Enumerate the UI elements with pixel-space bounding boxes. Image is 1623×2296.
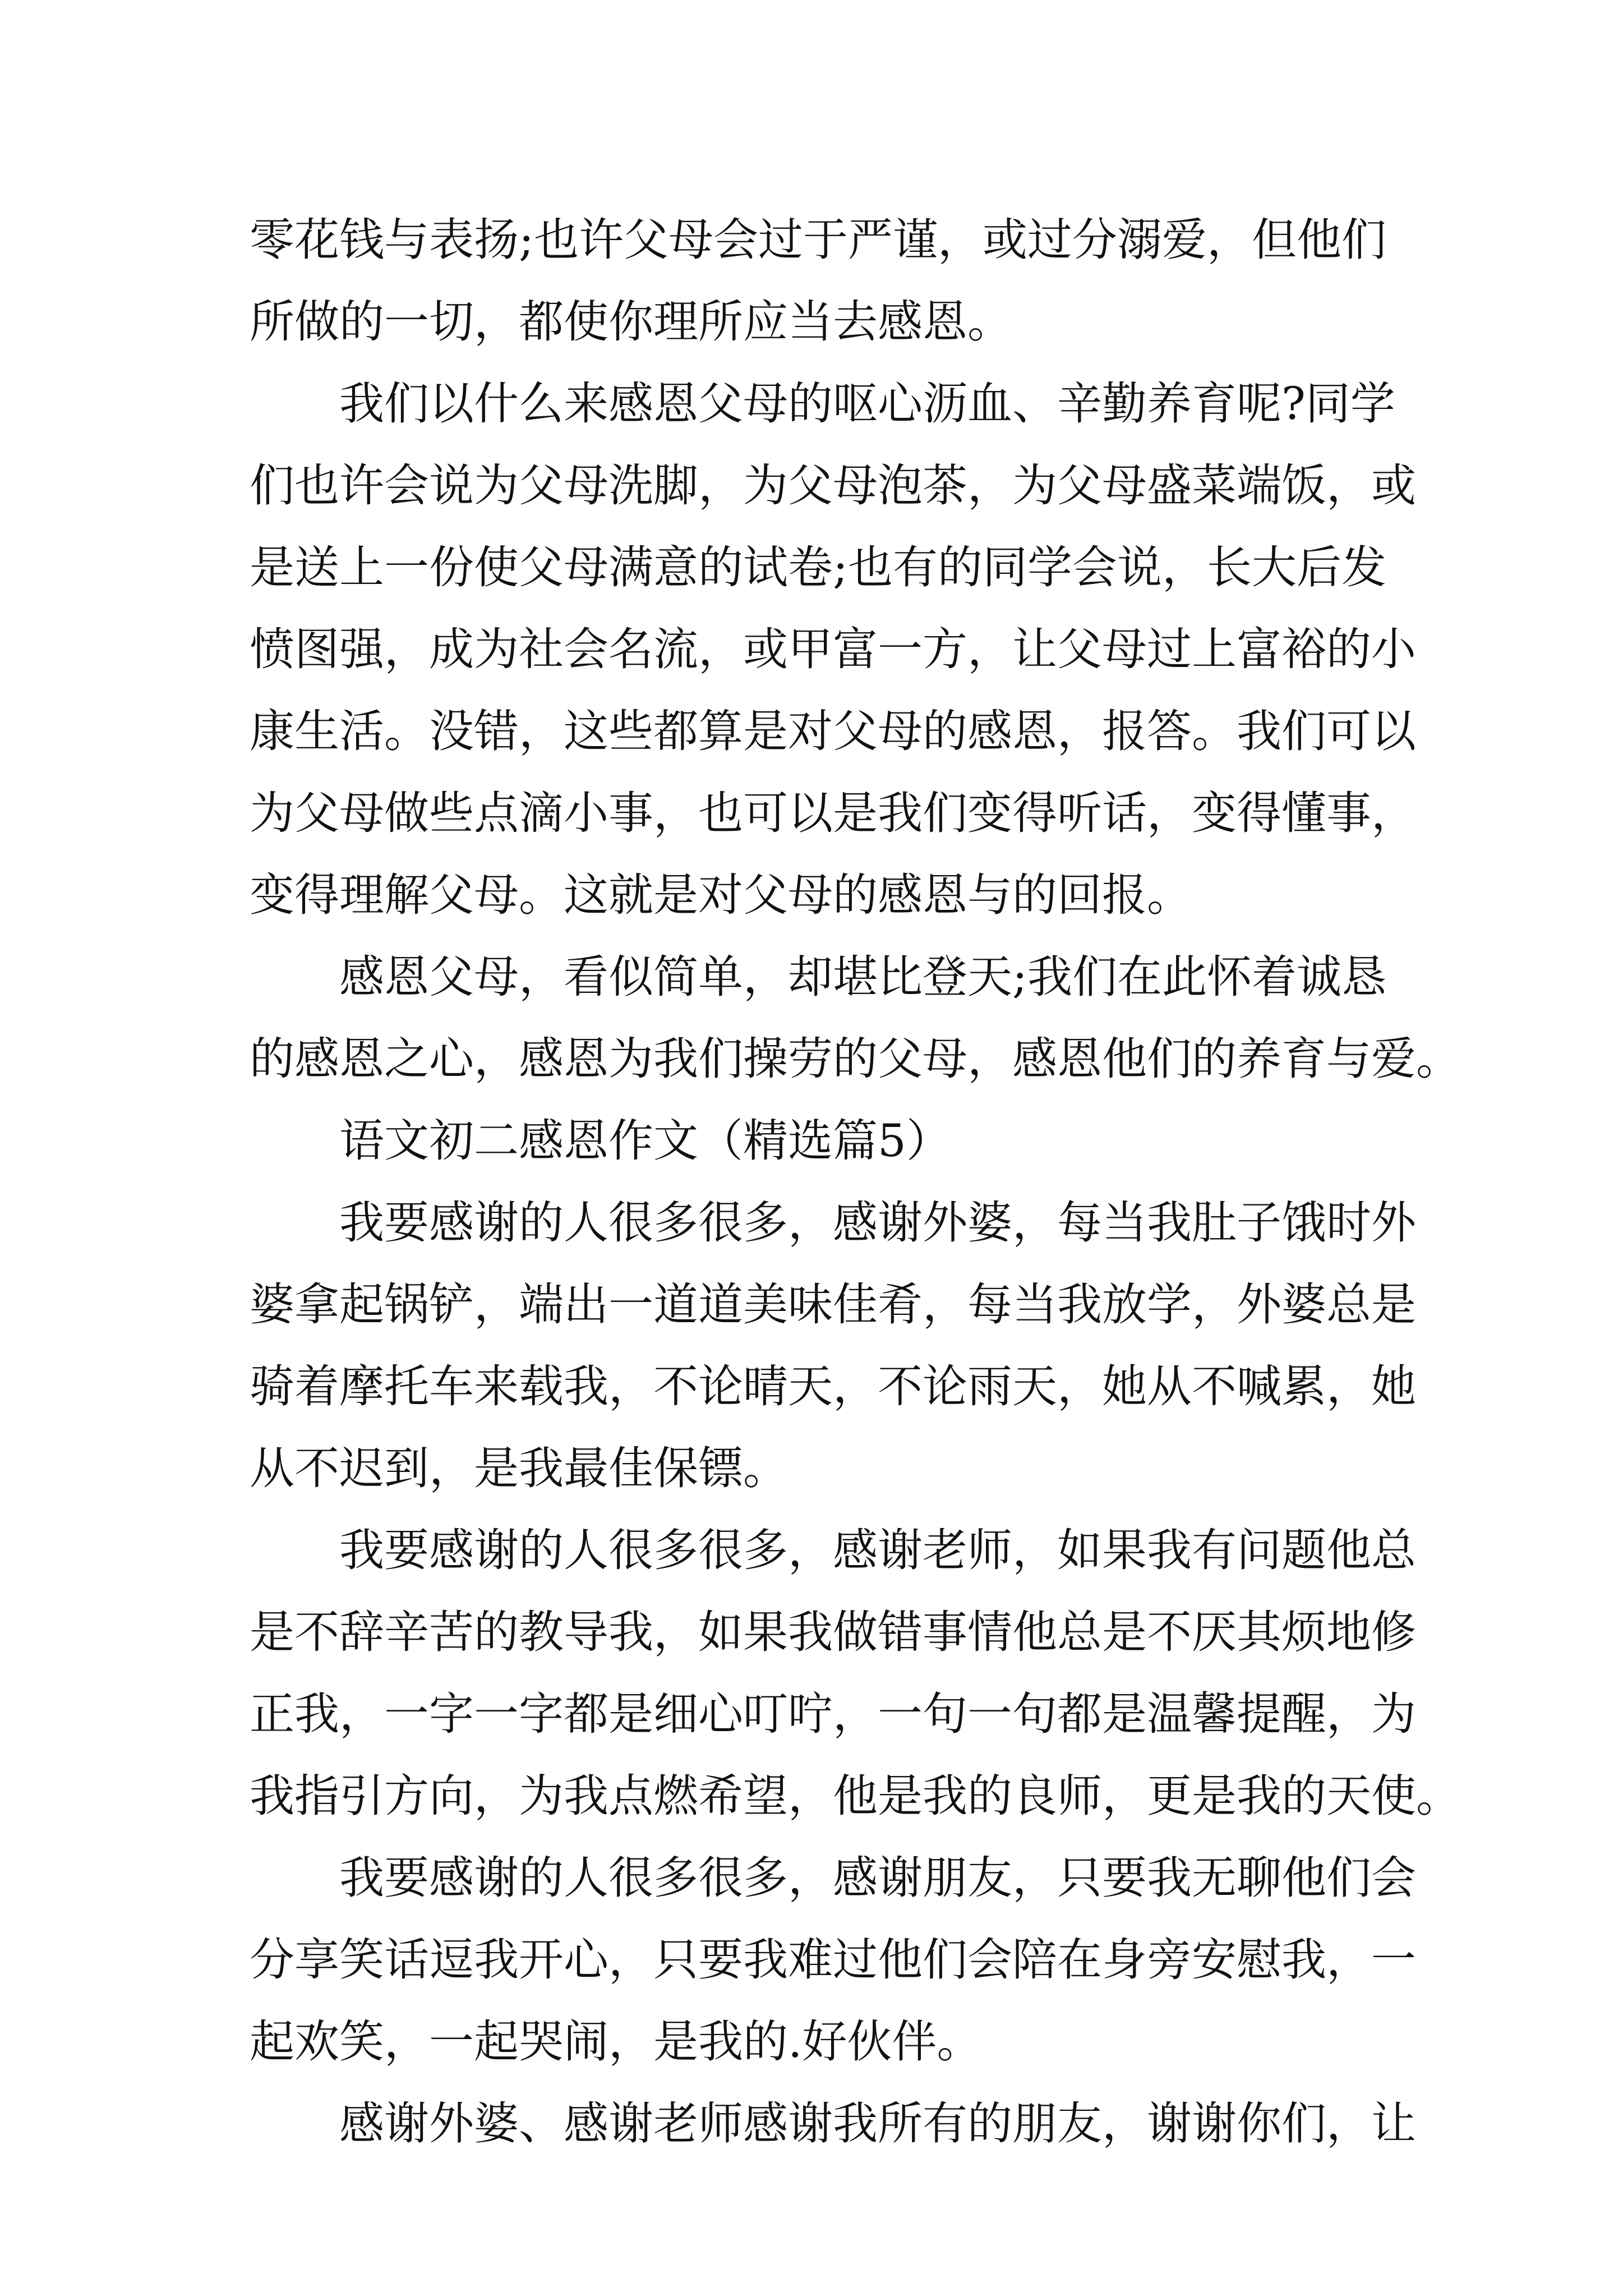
- essay-text: [250, 199, 1461, 2165]
- text-line: 分享笑话逗我开心，只要我难过他们会陪在身旁安慰我，一: [250, 1934, 1416, 1986]
- text-line: 我要感谢的人很多很多，感谢老师，如果我有问题他总: [250, 1524, 1416, 1576]
- text-line: 我们以什么来感恩父母的呕心沥血、辛勤养育呢?同学: [250, 378, 1395, 430]
- text-line: 们也许会说为父母洗脚，为父母泡茶，为父母盛菜端饭，或: [250, 459, 1416, 512]
- text-line: 为父母做些点滴小事，也可以是我们变得听话，变得懂事，: [250, 787, 1416, 839]
- text-line: 正我，一字一字都是细心叮咛，一句一句都是温馨提醒，为: [250, 1688, 1416, 1740]
- text-line: 婆拿起锅铲，端出一道道美味佳肴，每当我放学，外婆总是: [250, 1278, 1416, 1331]
- text-line: 起欢笑，一起哭闹，是我的.好伙伴。: [250, 2016, 982, 2068]
- text-line: 感恩父母，看似简单，却堪比登天;我们在此怀着诚恳: [250, 951, 1386, 1003]
- text-line: 变得理解父母。这就是对父母的感恩与的回报。: [250, 869, 1192, 921]
- text-line: 我要感谢的人很多很多，感谢朋友，只要我无聊他们会: [250, 1852, 1416, 1904]
- text-line: 我指引方向，为我点燃希望，他是我的良师，更是我的天使。: [250, 1770, 1461, 1822]
- text-line: 骑着摩托车来载我，不论晴天，不论雨天，她从不喊累，她: [250, 1360, 1416, 1412]
- text-line: 的感恩之心，感恩为我们操劳的父母，感恩他们的养育与爱。: [250, 1033, 1461, 1085]
- text-line: 我要感谢的人很多很多，感谢外婆，每当我肚子饿时外: [250, 1197, 1416, 1249]
- text-line: 所做的一切，都使你理所应当去感恩。: [250, 296, 1012, 348]
- text-line: 零花钱与表扬;也许父母会过于严谨，或过分溺爱，但他们: [250, 214, 1386, 266]
- text-line: 从不迟到，是我最佳保镖。: [250, 1442, 788, 1494]
- section-heading: 语文初二感恩作文（精选篇5）: [250, 1115, 951, 1167]
- text-line: 是不辞辛苦的教导我，如果我做错事情他总是不厌其烦地修: [250, 1606, 1416, 1658]
- text-line: 康生活。没错，这些都算是对父母的感恩，报答。我们可以: [250, 705, 1416, 757]
- text-line: 愤图强，成为社会名流，或甲富一方，让父母过上富裕的小: [250, 623, 1416, 675]
- text-line: 感谢外婆、感谢老师感谢我所有的朋友，谢谢你们，让: [250, 2097, 1416, 2150]
- text-line: 是送上一份使父母满意的试卷;也有的同学会说，长大后发: [250, 541, 1386, 593]
